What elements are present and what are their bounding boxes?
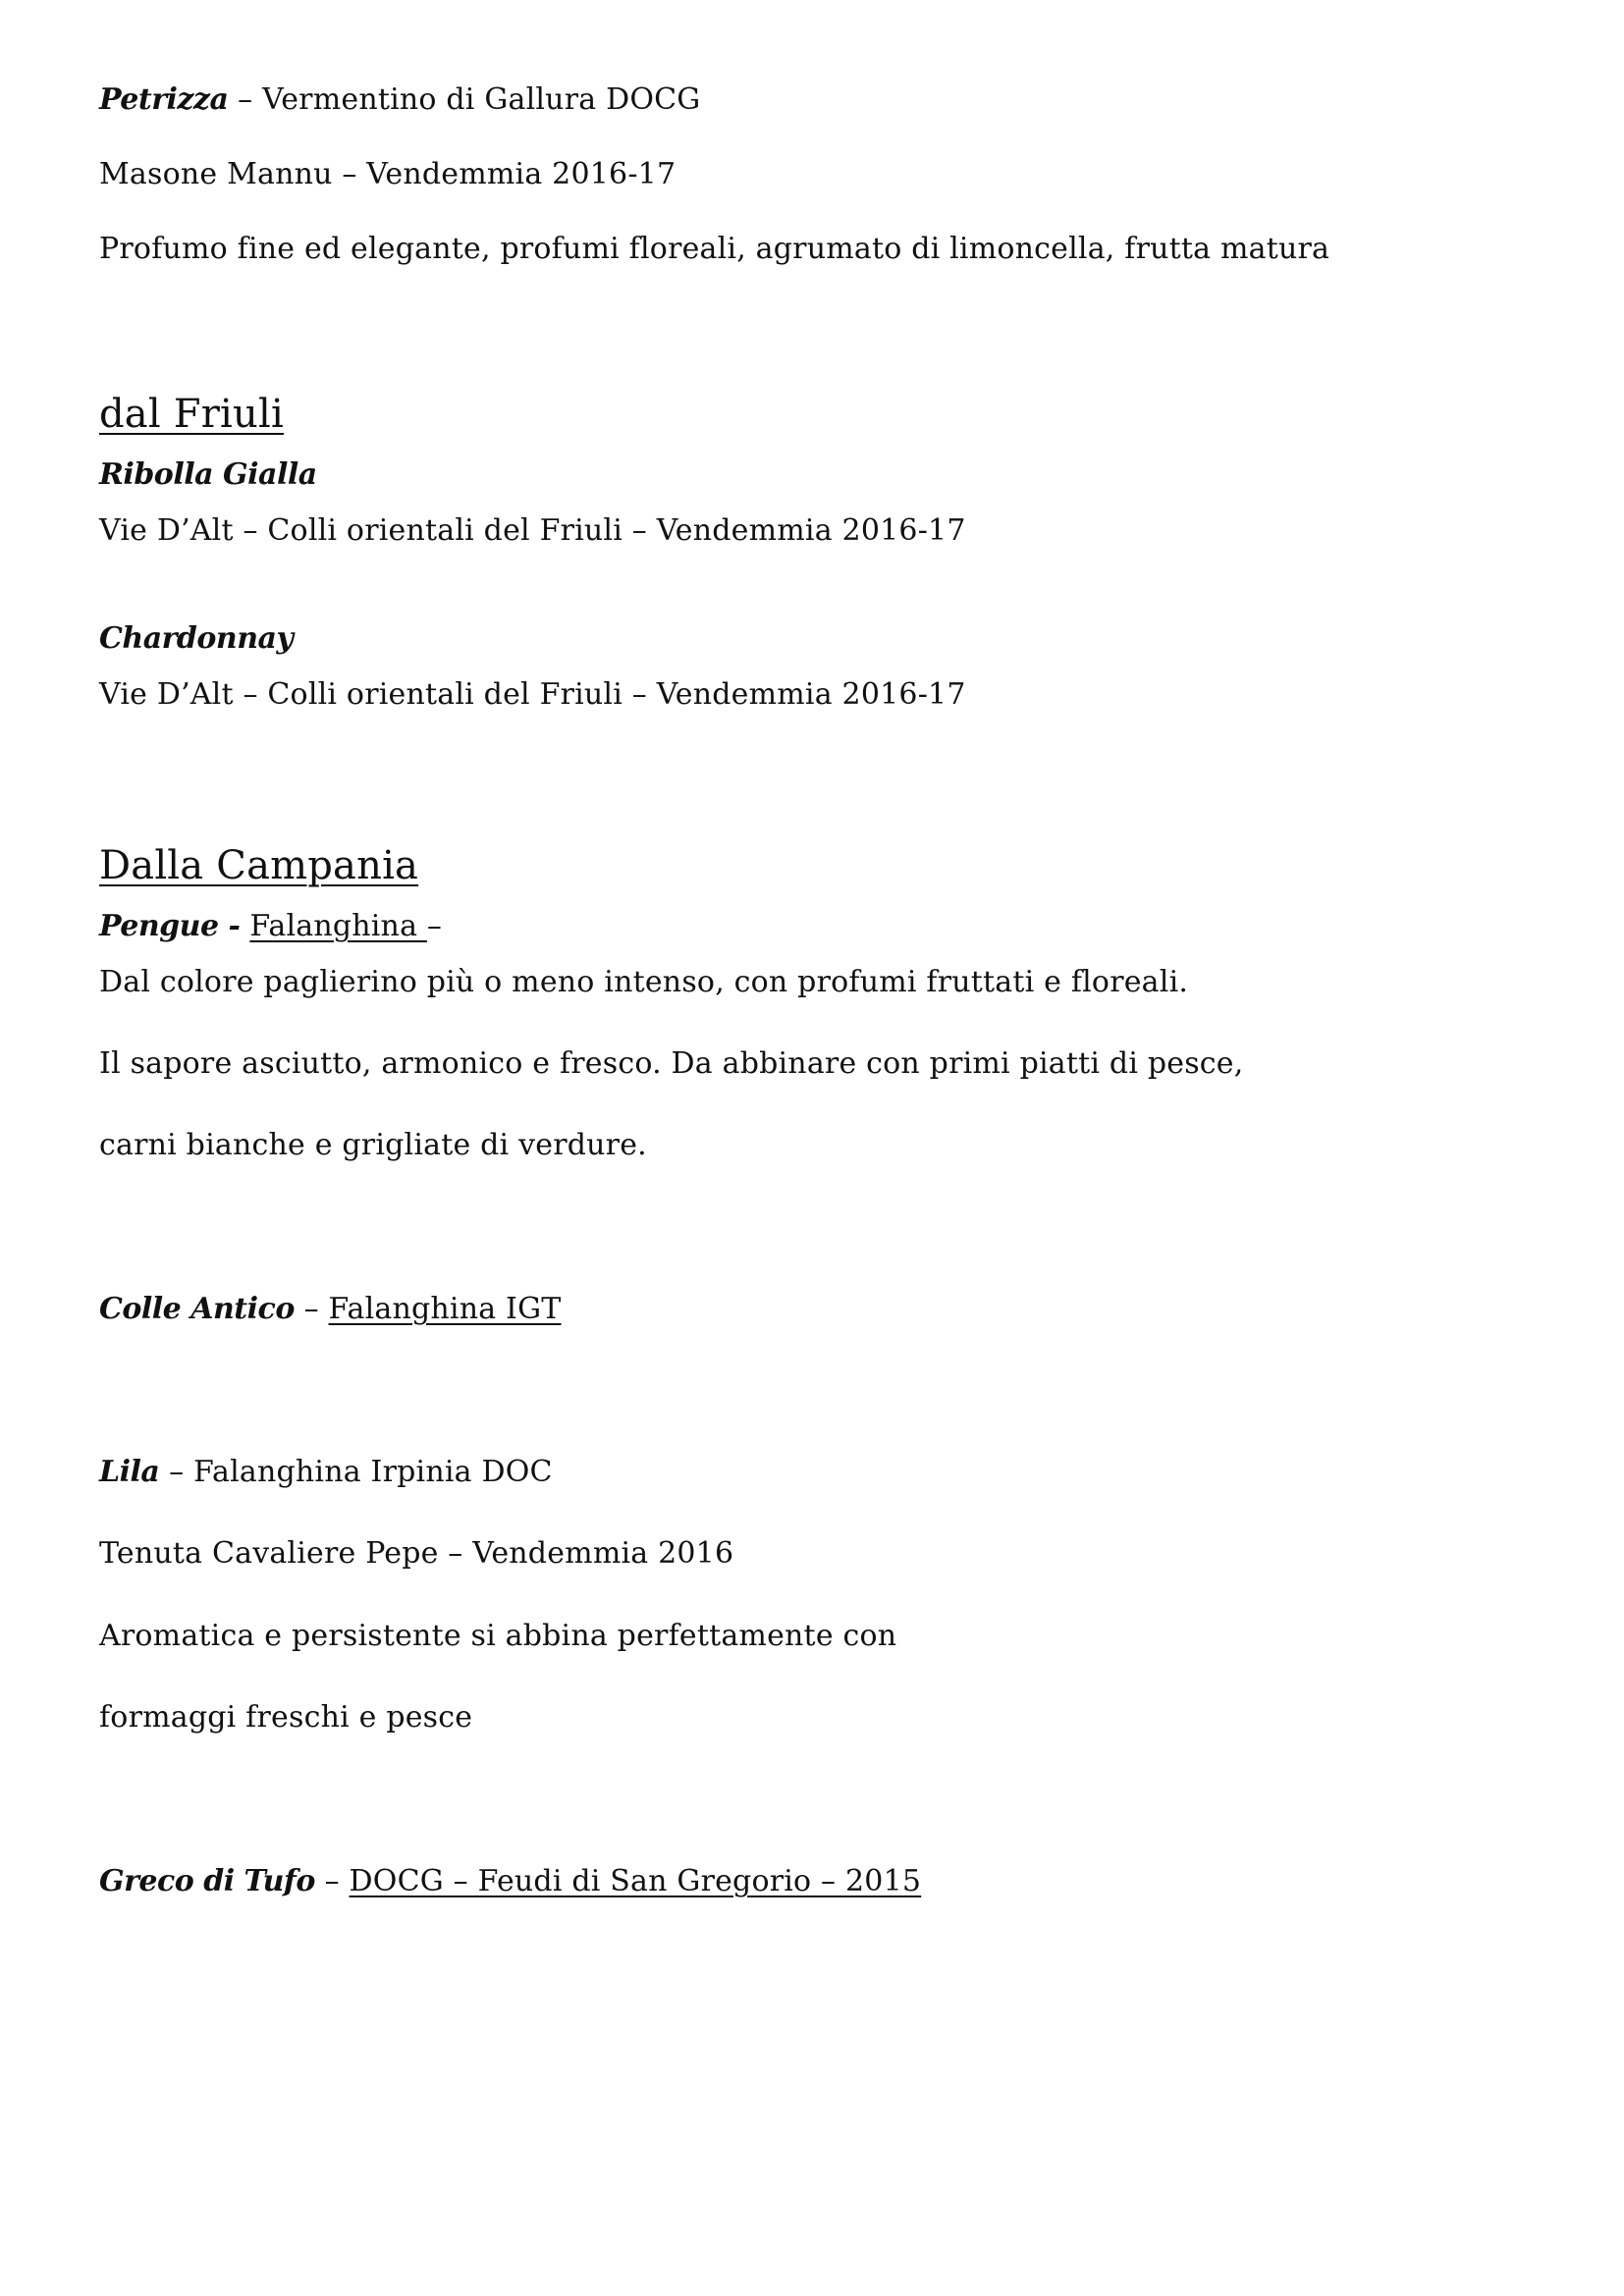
wine-notes: Dal colore paglierino più o meno intenso, con profumi fruttati e floreali.: [99, 965, 1189, 999]
separator: –: [294, 1292, 329, 1326]
wine-denomination: Falanghina: [249, 909, 427, 943]
wine-notes: carni bianche e grigliate di verdure.: [99, 1128, 647, 1162]
wine-name: Lila: [99, 1455, 160, 1489]
wine-denomination: DOCG – Feudi di San Gregorio – 2015: [349, 1864, 922, 1898]
wine-name: Greco di Tufo: [99, 1864, 315, 1898]
wine-notes: Aromatica e persistente si abbina perfettamente con: [99, 1619, 897, 1653]
wine-title-lila: [99, 1453, 553, 1492]
wine-denomination: Falanghina IGT: [328, 1292, 562, 1326]
wine-name: Pengue: [99, 909, 219, 943]
separator: –: [159, 1455, 194, 1489]
wine-title-greco: [99, 1862, 921, 1901]
wine-name: Petrizza: [99, 82, 229, 117]
wine-title-colle-antico: [99, 1290, 562, 1329]
wine-producer: Vie D’Alt – Colli orientali del Friuli – Vendemmia 2016-17: [99, 513, 966, 548]
wine-producer: Masone Mannu – Vendemmia 2016-17: [99, 157, 677, 191]
separator: –: [228, 82, 263, 117]
separator: –: [426, 909, 443, 943]
wine-name: Colle Antico: [99, 1292, 295, 1326]
wine-denomination: Vermentino di Gallura DOCG: [262, 82, 701, 117]
wine-producer: Vie D’Alt – Colli orientali del Friuli – Vendemmia 2016-17: [99, 677, 966, 712]
separator: -: [218, 909, 250, 943]
wine-notes: formaggi freschi e pesce: [99, 1700, 473, 1735]
wine-title-pengue: [99, 907, 442, 946]
wine-denomination: Falanghina Irpinia DOC: [193, 1455, 553, 1489]
wine-notes: Profumo fine ed elegante, profumi floreali, agrumato di limoncella, frutta matura: [99, 232, 1330, 266]
wine-name-chardonnay: Chardonnay: [99, 621, 294, 656]
section-heading-friuli: dal Friuli: [99, 392, 284, 437]
separator: –: [314, 1864, 350, 1898]
wine-producer: Tenuta Cavaliere Pepe – Vendemmia 2016: [99, 1536, 734, 1571]
section-heading-campania: Dalla Campania: [99, 843, 419, 888]
wine-name-ribolla: Ribolla Gialla: [99, 457, 317, 492]
wine-notes: Il sapore asciutto, armonico e fresco. Da abbinare con primi piatti di pesce,: [99, 1046, 1244, 1081]
wine-title-petrizza: [99, 80, 700, 120]
